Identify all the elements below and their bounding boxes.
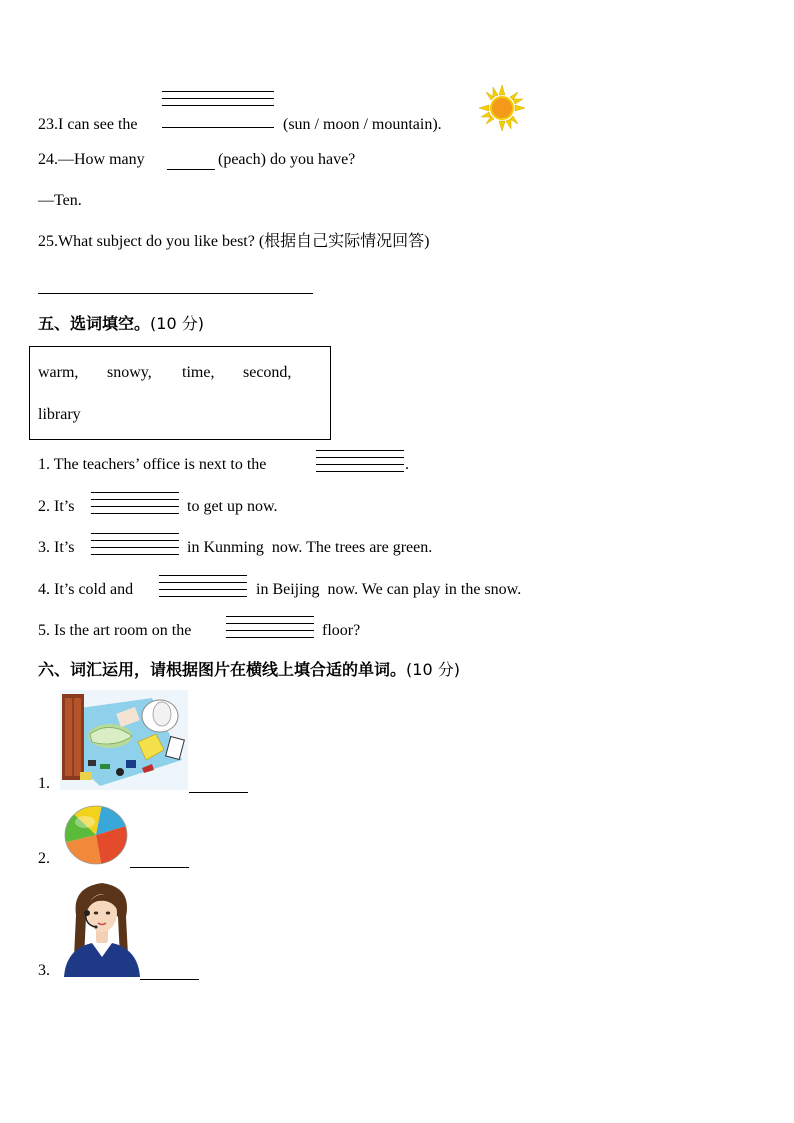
section6-title: 六、词汇运用，请根据图片在横线上填合适的单词。 xyxy=(38,660,407,679)
s6-item-number: 1. xyxy=(38,775,50,792)
s5-item-suffix: to get up now. xyxy=(187,498,278,515)
q23-options: (sun / moon / mountain). xyxy=(283,116,442,133)
q23-answer-lines[interactable] xyxy=(162,91,274,128)
s5-item-prefix: 2. It’s xyxy=(38,498,75,515)
q24-question-prefix: 24.—How many xyxy=(38,151,145,168)
sun-icon xyxy=(478,84,526,132)
q25-question: 25.What subject do you like best? (根据自己实际情况回答) xyxy=(38,233,430,250)
word-bank-box xyxy=(29,346,331,440)
s5-item-prefix: 1. The teachers’ office is next to the xyxy=(38,456,267,473)
word-bank-word: snowy, xyxy=(107,364,152,381)
s6-item2-answer-line[interactable] xyxy=(130,867,189,868)
s5-item4-answer-lines[interactable] xyxy=(159,575,247,597)
q24-answer: —Ten. xyxy=(38,192,82,209)
word-bank-word: time, xyxy=(182,364,215,381)
q24-question-suffix: (peach) do you have? xyxy=(218,151,356,168)
messy-room-picture xyxy=(60,690,188,790)
woman-headset-picture xyxy=(62,877,142,977)
s5-item1-answer-lines[interactable] xyxy=(316,450,404,472)
s5-item3-answer-lines[interactable] xyxy=(91,533,179,555)
s5-item-suffix: floor? xyxy=(322,622,361,639)
s6-item3-answer-line[interactable] xyxy=(140,979,199,980)
word-bank-word: warm, xyxy=(38,364,79,381)
s6-item-number: 2. xyxy=(38,850,50,867)
section5-heading xyxy=(38,316,204,332)
section6-score: (10 分) xyxy=(406,660,460,679)
s6-item1-answer-line[interactable] xyxy=(189,792,248,793)
s5-item5-answer-lines[interactable] xyxy=(226,616,314,638)
section5-title: 五、选词填空。 xyxy=(38,314,151,333)
section6-heading xyxy=(38,662,460,678)
s5-item-suffix: . xyxy=(405,456,409,473)
s5-item-prefix: 4. It’s cold and xyxy=(38,581,134,598)
s5-item-prefix: 3. It’s xyxy=(38,539,75,556)
word-bank-word: second, xyxy=(243,364,292,381)
s5-item-suffix: in Kunming now. The trees are green. xyxy=(187,539,433,556)
section5-score: (10 分) xyxy=(150,314,204,333)
s5-item-suffix: in Beijing now. We can play in the snow. xyxy=(256,581,522,598)
beach-ball-picture xyxy=(63,804,129,866)
s5-item-prefix: 5. Is the art room on the xyxy=(38,622,192,639)
s6-item-number: 3. xyxy=(38,962,50,979)
q23-prefix: 23.I can see the xyxy=(38,116,138,133)
word-bank-word: library xyxy=(38,406,81,423)
q25-answer-line[interactable] xyxy=(38,293,313,294)
s5-item2-answer-lines[interactable] xyxy=(91,492,179,514)
q24-answer-line[interactable] xyxy=(167,169,215,170)
